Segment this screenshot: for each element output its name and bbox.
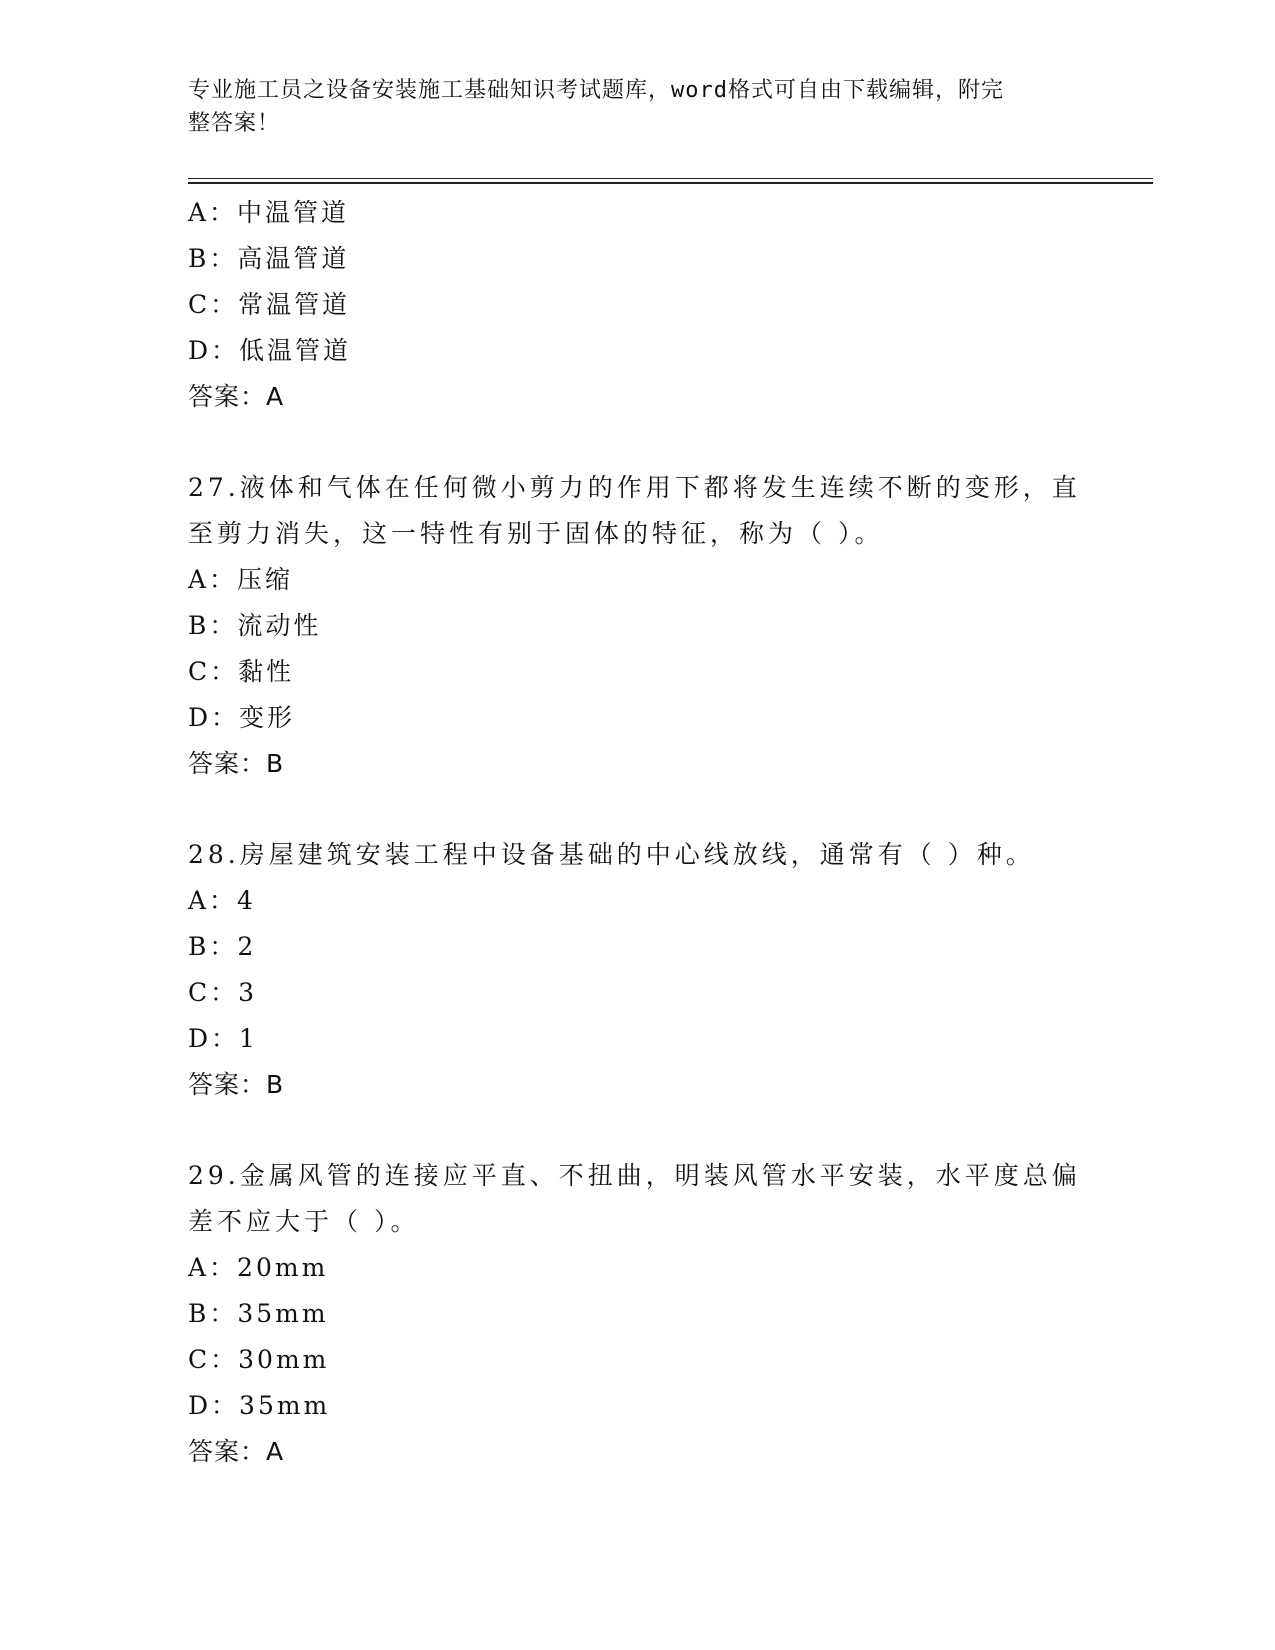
option-a: A：20mm bbox=[188, 1253, 329, 1282]
question-stem-line-1: 27.液体和气体在任何微小剪力的作用下都将发生连续不断的变形，直 bbox=[188, 473, 1081, 502]
option-c: C：30mm bbox=[188, 1345, 330, 1374]
spacer bbox=[188, 420, 1088, 465]
question-stem-line-1: 28.房屋建筑安装工程中设备基础的中心线放线，通常有（ ）种。 bbox=[188, 840, 1035, 869]
question-list bbox=[188, 190, 1088, 1475]
question-27 bbox=[188, 465, 1088, 787]
option-c: C：黏性 bbox=[188, 657, 295, 686]
question-26 bbox=[188, 190, 1088, 420]
option-d: D：低温管道 bbox=[188, 336, 352, 365]
header-rule-thick bbox=[188, 182, 1153, 184]
answer: 答案：A bbox=[188, 1437, 285, 1466]
header-rule-thin bbox=[188, 178, 1153, 179]
option-a: A：4 bbox=[188, 886, 256, 915]
option-d: D：1 bbox=[188, 1024, 258, 1053]
spacer bbox=[188, 787, 1088, 832]
option-c: C：3 bbox=[188, 978, 258, 1007]
option-d: D：变形 bbox=[188, 703, 296, 732]
spacer bbox=[188, 1108, 1088, 1153]
question-29 bbox=[188, 1153, 1088, 1475]
header-line-2: 整答案！ bbox=[188, 111, 281, 136]
option-b: B：2 bbox=[188, 932, 257, 961]
question-stem-line-2: 至剪力消失，这一特性有别于固体的特征，称为（ ）。 bbox=[188, 519, 884, 548]
header-line-1: 专业施工员之设备安装施工基础知识考试题库，word格式可自由下载编辑，附完 bbox=[188, 78, 1004, 103]
option-b: B：35mm bbox=[188, 1299, 329, 1328]
option-a: A：中温管道 bbox=[188, 198, 350, 227]
option-d: D：35mm bbox=[188, 1391, 331, 1420]
question-stem-line-2: 差不应大于（ ）。 bbox=[188, 1207, 420, 1236]
answer: 答案：B bbox=[188, 749, 285, 778]
question-stem-line-1: 29.金属风管的连接应平直、不扭曲，明装风管水平安装，水平度总偏 bbox=[188, 1161, 1081, 1190]
option-b: B：流动性 bbox=[188, 611, 322, 640]
option-c: C：常温管道 bbox=[188, 290, 351, 319]
answer: 答案：B bbox=[188, 1070, 285, 1099]
question-28 bbox=[188, 832, 1088, 1108]
answer: 答案：A bbox=[188, 382, 285, 411]
option-a: A：压缩 bbox=[188, 565, 294, 594]
document-header bbox=[188, 74, 1068, 140]
option-b: B：高温管道 bbox=[188, 244, 350, 273]
